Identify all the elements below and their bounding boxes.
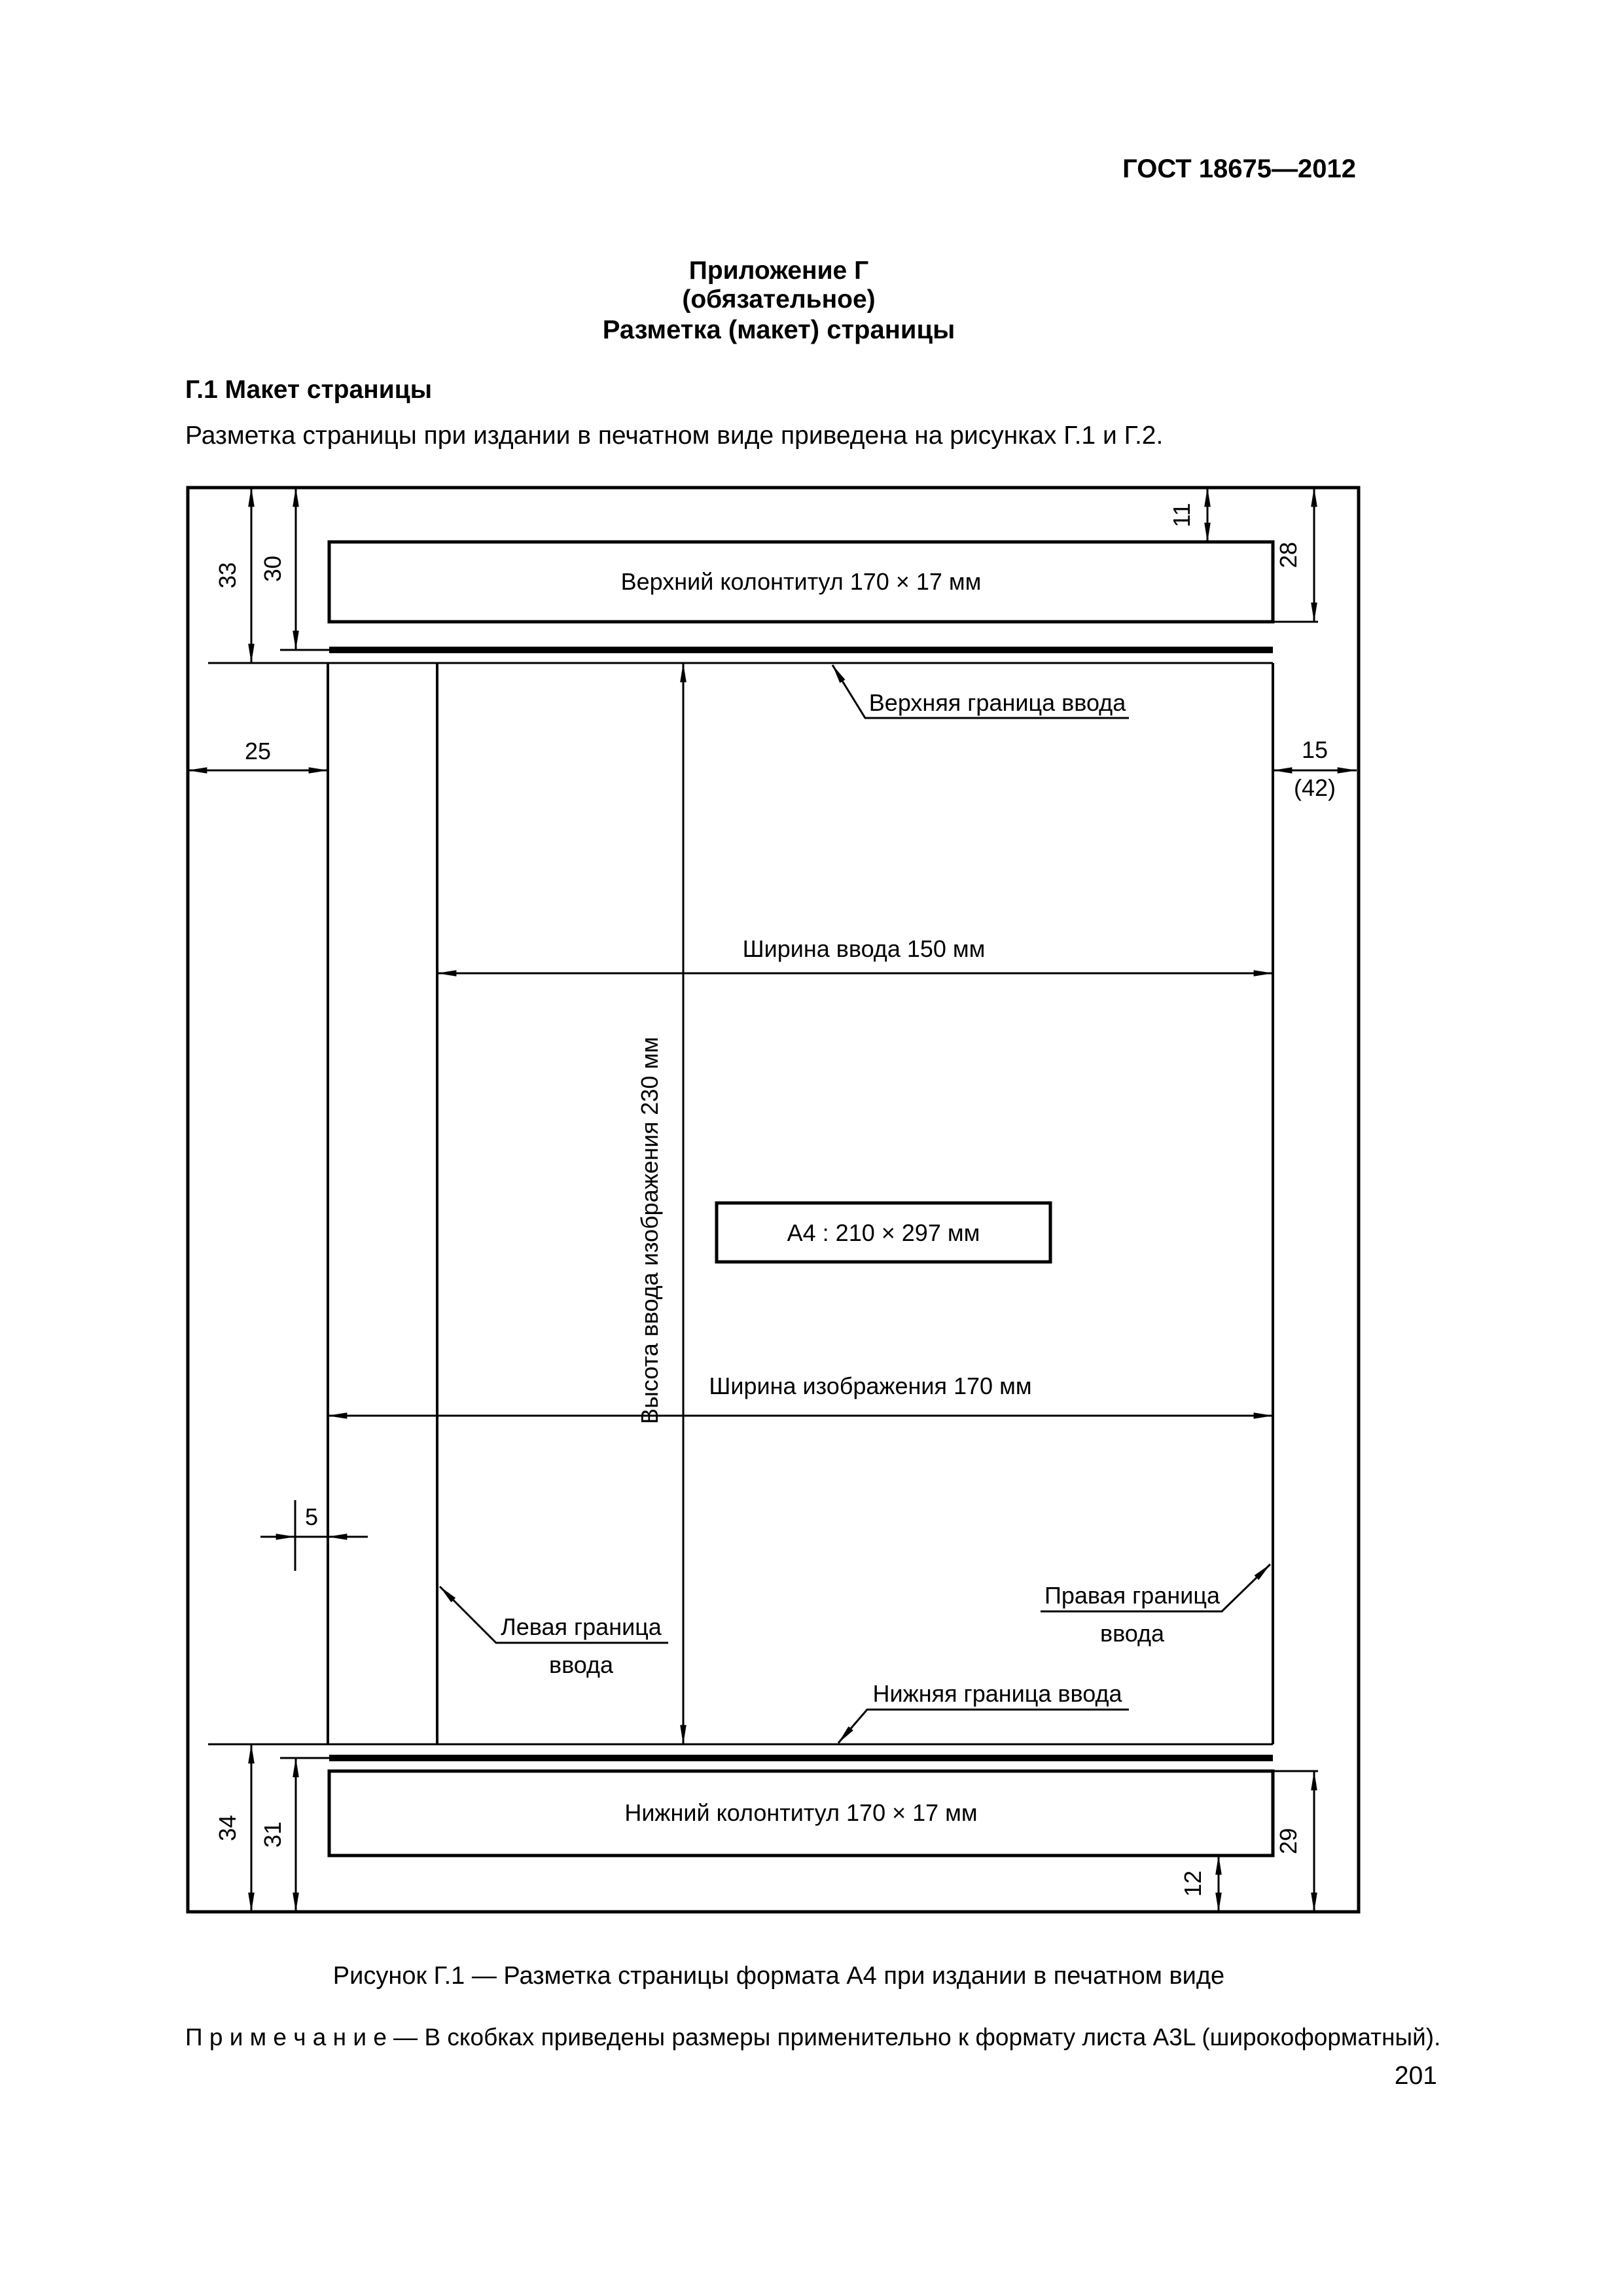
dim-12-label: 12 (1179, 1870, 1206, 1897)
left-boundary-label-line2: ввода (548, 1651, 614, 1678)
page-layout-diagram (164, 458, 1394, 1964)
standard-number: ГОСТ 18675—2012 (1122, 154, 1356, 183)
figure-note: П р и м е ч а н и е — В скобках приведены размеры применительно к формату листа A3L (широкоформатный). (185, 2024, 1441, 2051)
image-height-label: Высота ввода изображения 230 мм (636, 1037, 663, 1424)
page-title: Разметка (макет) страницы (602, 315, 955, 344)
figure-caption: Рисунок Г.1 — Разметка страницы формата А4 при издании в печатном виде (332, 1962, 1225, 1990)
dim-42-label: (42) (1293, 774, 1336, 801)
right-boundary-label-line2: ввода (1099, 1620, 1165, 1647)
dim-31-label: 31 (259, 1821, 286, 1848)
input-width-label: Ширина ввода 150 мм (742, 935, 986, 962)
footer-box-label: Нижний колонтитул 170 × 17 мм (624, 1799, 978, 1826)
page-number: 201 (1394, 2062, 1437, 2090)
right-boundary-label-line1: Правая граница (1044, 1582, 1220, 1609)
dim-25-label: 25 (244, 738, 272, 764)
dim-34-label: 34 (214, 1814, 241, 1842)
dim-33-label: 33 (214, 562, 241, 589)
top-boundary-label: Верхняя граница ввода (868, 689, 1126, 716)
dim-15-label: 15 (1301, 736, 1329, 763)
dim-28-label: 28 (1275, 541, 1302, 569)
image-width-label: Ширина изображения 170 мм (709, 1372, 1032, 1399)
appendix-heading: Приложение Г (688, 257, 869, 285)
bottom-boundary-leader (838, 1710, 1129, 1743)
dim-5-label: 5 (304, 1503, 319, 1530)
bottom-boundary-label: Нижняя граница ввода (872, 1680, 1122, 1707)
left-boundary-label-line1: Левая граница (501, 1613, 662, 1640)
header-box-label: Верхний колонтитул 170 × 17 мм (620, 568, 982, 595)
paper-outline (188, 488, 1359, 1912)
dim-29-label: 29 (1275, 1827, 1302, 1855)
section-heading: Г.1 Макет страницы (185, 376, 432, 404)
dim-30-label: 30 (259, 555, 286, 583)
dim-11-label: 11 (1168, 503, 1195, 528)
appendix-type: (обязательное) (682, 285, 876, 314)
intro-paragraph: Разметка страницы при издании в печатном виде приведена на рисунках Г.1 и Г.2. (185, 422, 1164, 450)
a4-format-label: А4 : 210 × 297 мм (787, 1219, 980, 1246)
